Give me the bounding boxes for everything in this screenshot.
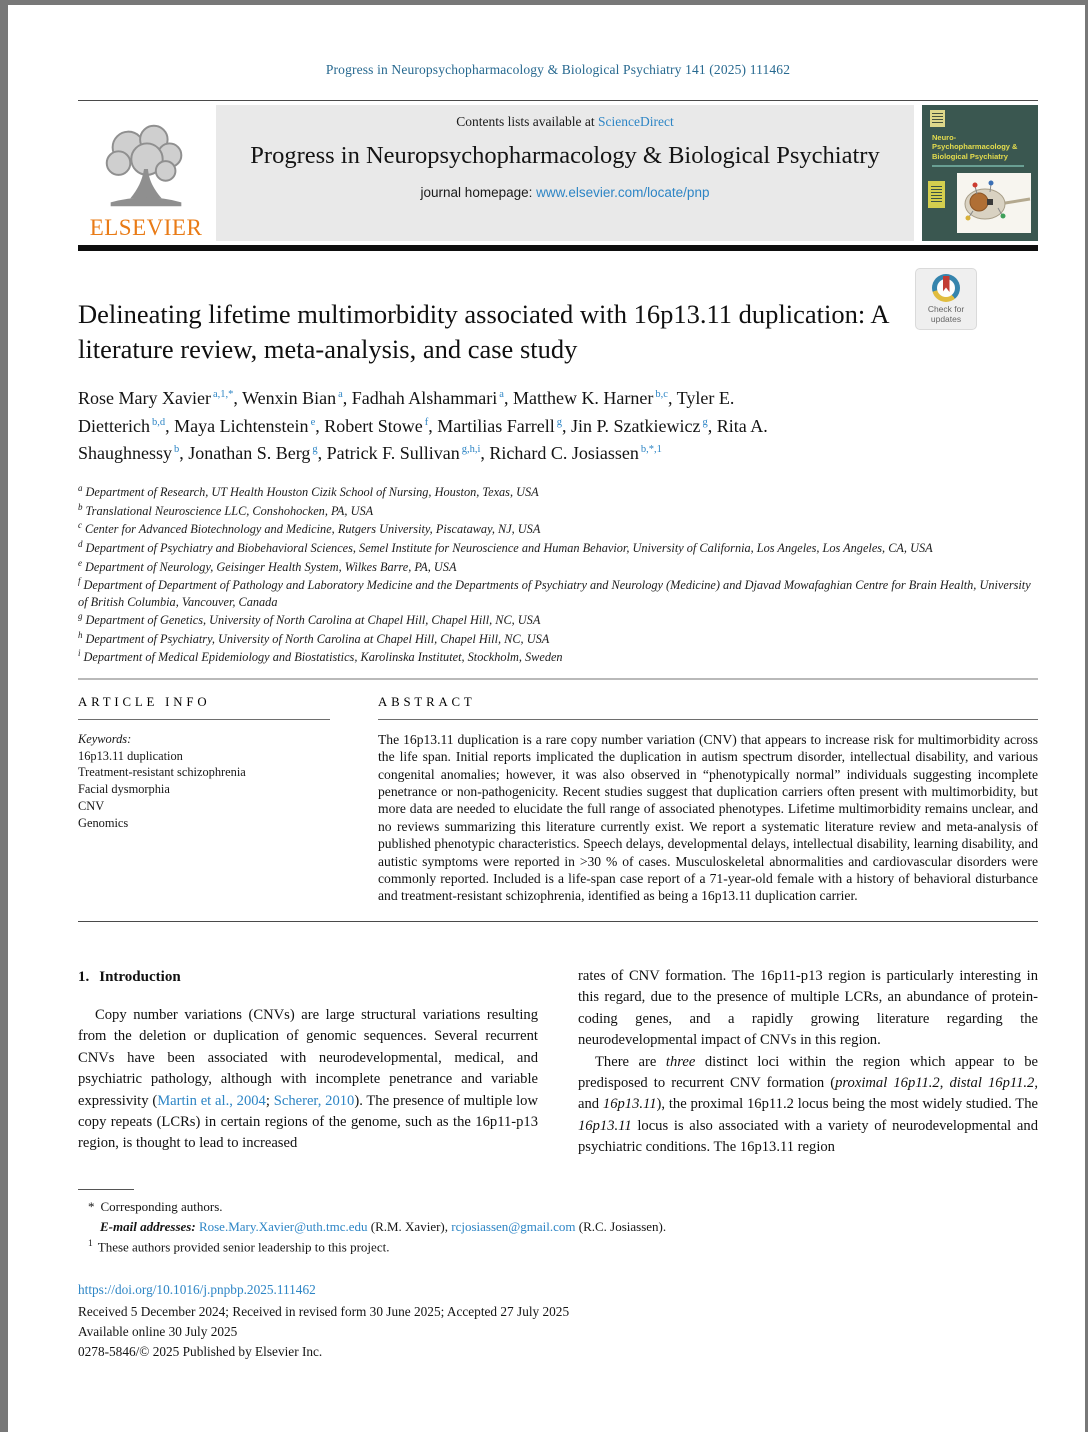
text-run: There are — [595, 1053, 666, 1070]
article-title: Delineating lifetime multimorbidity associated with 16p13.11 duplication: A literature review, meta-analysis, and case study — [78, 299, 889, 364]
author-affiliation-sup: a,1,* — [212, 388, 234, 400]
affiliation-text: Department of Psychiatry and Biobehavioral Sciences, Semel Institute for Neuroscience and Human Behavior, University of California, Los Angeles, Los Angeles, CA, USA — [85, 541, 933, 556]
intro-paragraph-2 — [578, 1052, 1038, 1159]
affiliation-sup: c — [78, 520, 82, 531]
text-run: , — [939, 1074, 950, 1091]
affiliation-line — [78, 519, 1038, 538]
elsevier-logo — [78, 105, 214, 241]
author-separator: , — [707, 415, 717, 436]
paper-page — [8, 5, 1085, 1432]
article-info-rule — [78, 719, 330, 720]
footnote-block — [78, 1189, 1038, 1258]
author-affiliation-sup: b,d — [151, 416, 166, 428]
affiliation-line — [78, 647, 1038, 666]
affiliation-sup: h — [78, 629, 83, 640]
sciencedirect-link[interactable]: ScienceDirect — [598, 114, 674, 129]
text-run: E-mail addresses: — [100, 1218, 199, 1234]
affiliation-line — [78, 610, 1038, 629]
author-name: Wenxin Bian — [242, 387, 337, 408]
author-name: Rita A. Shaughnessy — [78, 415, 768, 464]
text-run: 16p13.11 — [578, 1117, 632, 1134]
email-addresses-line — [78, 1217, 1038, 1237]
check-updates-label: Check for updates — [927, 304, 965, 324]
author-name: Martilias Farrell — [437, 415, 555, 436]
author-affiliation-sup: b,c — [655, 388, 668, 400]
section-number: 1. — [78, 968, 90, 985]
author-affiliation-sup: e — [310, 416, 316, 428]
affiliation-sup: g — [78, 611, 83, 622]
body-text-columns — [78, 966, 1038, 1159]
keywords-list — [78, 748, 330, 832]
affiliation-text: Department of Department of Pathology and Laboratory Medicine and the Departments of Psychiatry and Neurology (Medicine) and Djavad Mowafaghian Centre for Brain Health, University of British Columbia, Vancouver, Canada — [78, 578, 1031, 609]
text-run: ), the proximal 16p11.2 locus being the most widely studied. The — [656, 1096, 1038, 1113]
section-title: Introduction — [99, 968, 181, 985]
text-run: , and — [578, 1074, 1038, 1113]
keyword-item: 16p13.11 duplication — [78, 748, 183, 763]
citation-link-martin-2004[interactable]: Martin et al., 2004 — [157, 1092, 266, 1109]
affiliation-line — [78, 538, 1038, 557]
affiliation-text: Department of Research, UT Health Houston Cizik School of Nursing, Houston, Texas, USA — [85, 485, 539, 500]
author-name: Fadhah Alshammari — [351, 387, 498, 408]
author-name: Maya Lichtenstein — [174, 415, 309, 436]
abstract-text: The 16p13.11 duplication is a rare copy number variation (CNV) that appears to increase risk for multimorbidity across the life span. Initial reports implicated the duplication in autism spectrum disorder, intellectual disability, and various congenital anomalies; however, it was also observed in “phenotypically normal” individuals suggesting incomplete penetrance or non-pathogenicity. Recent studies suggest that duplication carriers often present with multimorbidity, but more data are needed to elucidate the full range of associated phenotypes. Lifetime multimorbidity remains unclear, and no reviews summarizing this literature currently exist. We report a systematic literature review and meta-analysis of published phenotypic characteristics. Speech delays, developmental delays, intellectual disability, learning disability, and autistic symptoms were reported in >30 % of cases. Musculoskeletal abnormalities and cardiovascular disorders were commonly reported. Included is a life-span case report of a 71-year-old female with a history of behavioral disturbance and treatment-resistant schizophrenia, identified as being a 16p13.11 duplication carrier. — [378, 731, 1038, 904]
body-column-left — [78, 966, 538, 1159]
keyword-item: Facial dysmorphia — [78, 782, 170, 797]
received-dates-line: Received 5 December 2024; Received in revised form 30 June 2025; Accepted 27 July 2025 — [78, 1303, 570, 1319]
affiliation-line — [78, 629, 1038, 648]
text-run: ; — [265, 1092, 274, 1109]
intro-paragraph-1-continued: rates of CNV formation. The 16p11-p13 region is particularly interesting in this regard, due to the presence of multiple LCRs, an abundance of protein-coding genes, and a rapidly growing literature regarding the neurodevelopmental impact of CNVs in this region. — [578, 967, 1038, 1049]
author-separator: , — [667, 387, 677, 408]
section-divider-rule — [78, 678, 1038, 680]
publication-info-block — [78, 1280, 1038, 1362]
affiliation-text: Department of Psychiatry, University of North Carolina at Chapel Hill, Chapel Hill, NC, USA — [85, 631, 550, 646]
cover-journal-title: Neuro-Psychopharmacology & Biological Psychiatry — [932, 133, 1018, 161]
body-column-right — [578, 966, 1038, 1159]
affiliation-list — [78, 482, 1038, 666]
abstract-bottom-rule — [78, 921, 1038, 922]
author-name: Rose Mary Xavier — [78, 387, 211, 408]
affiliation-text: Center for Advanced Biotechnology and Medicine, Rutgers University, Piscataway, NJ, USA — [85, 522, 541, 537]
elsevier-wordmark: ELSEVIER — [89, 215, 203, 240]
affiliation-sup: d — [78, 539, 83, 550]
affiliation-line — [78, 575, 1038, 610]
journal-banner — [216, 105, 914, 241]
article-info-heading: ARTICLE INFO — [78, 694, 211, 709]
author-affiliation-sup: b,*,1 — [640, 444, 662, 456]
info-abstract-row — [78, 695, 1038, 905]
email-link-josiassen[interactable]: rcjosiassen@gmail.com — [451, 1218, 576, 1234]
section-heading-introduction — [78, 966, 538, 988]
text-run: distal 16p11.2 — [949, 1074, 1035, 1091]
keyword-item: Genomics — [78, 815, 129, 830]
abstract-heading: ABSTRACT — [378, 694, 476, 709]
author-separator: , — [480, 443, 490, 464]
author-affiliation-sup: a — [338, 388, 343, 400]
affiliation-sup: a — [78, 483, 83, 494]
abstract-rule — [378, 719, 1038, 720]
text-run: locus is also associated with a variety of neurodevelopmental and psychiatric conditions. The 16p13.11 region — [578, 1117, 1038, 1156]
author-separator: , — [179, 443, 189, 464]
contents-line — [242, 114, 888, 130]
journal-title: Progress in Neuropsychopharmacology & Biological Psychiatry — [250, 142, 880, 169]
senior-leadership-note — [78, 1237, 1038, 1257]
affiliation-text: Translational Neuroscience LLC, Conshohocken, PA, USA — [85, 504, 374, 519]
email-link-xavier[interactable]: Rose.Mary.Xavier@uth.tmc.edu — [198, 1218, 368, 1234]
text-run: distinct loci within the region which appear to be predisposed to recurrent CNV formation ( — [578, 1053, 1038, 1091]
affiliation-line — [78, 501, 1038, 520]
author-name: Tyler E. Dietterich — [78, 387, 735, 436]
cover-illustration-box — [957, 173, 1031, 233]
affiliation-sup: e — [78, 557, 82, 568]
author-affiliation-sup: g,h,i — [461, 444, 481, 456]
footnote-star-text: Corresponding authors. — [100, 1198, 223, 1214]
affiliation-text: Department of Genetics, University of North Carolina at Chapel Hill, Chapel Hill, NC, USA — [85, 613, 541, 628]
text-run: ). The presence of multiple low copy repeats (LCRs) in certain regions of the genome, such as the 16p11-p13 region, is thought to lead to increased — [78, 1092, 538, 1152]
affiliation-sup: b — [78, 501, 83, 512]
author-separator: , — [342, 387, 352, 408]
author-separator: , — [233, 387, 243, 408]
affiliation-text: Department of Neurology, Geisinger Health System, Wilkes Barre, PA, USA — [85, 559, 457, 574]
author-separator: , — [165, 415, 175, 436]
cover-illustration-icon — [957, 173, 1031, 233]
keywords-label: Keywords: — [78, 731, 132, 746]
footnote-one-text: These authors provided senior leadership to this project. — [97, 1239, 390, 1255]
author-affiliation-sup: f — [424, 416, 429, 428]
header-top-rule — [78, 100, 1038, 101]
journal-header — [78, 105, 1038, 241]
header-bottom-bar — [78, 245, 1038, 251]
affiliation-line — [78, 557, 1038, 576]
cover-sciencedirect-badge — [928, 181, 945, 208]
text-run: (R.C. Josiassen). — [575, 1218, 667, 1234]
keyword-item: Treatment-resistant schizophrenia — [78, 765, 246, 780]
running-head-citation: Progress in Neuropsychopharmacology & Biological Psychiatry 141 (2025) 111462 — [325, 62, 791, 77]
contents-text: Contents lists available at — [456, 114, 598, 129]
footnote-rule — [78, 1189, 134, 1190]
text-run: (R.M. Xavier), — [367, 1218, 452, 1234]
author-separator: , — [317, 443, 327, 464]
author-separator: , — [561, 415, 571, 436]
author-name: Richard C. Josiassen — [489, 443, 639, 464]
author-name: Jonathan S. Berg — [188, 443, 311, 464]
cover-barcode-icon — [930, 110, 945, 127]
author-affiliation-sup: a — [499, 388, 504, 400]
author-affiliation-sup: g — [312, 444, 318, 456]
journal-cover-thumbnail — [922, 105, 1038, 241]
affiliation-sup: f — [78, 576, 81, 587]
author-name: Patrick F. Sullivan — [326, 443, 460, 464]
check-updates-icon — [932, 274, 960, 302]
author-affiliation-sup: g — [556, 416, 562, 428]
author-name: Robert Stowe — [324, 415, 423, 436]
intro-paragraph-1 — [78, 1005, 538, 1155]
article-info-column — [78, 695, 330, 905]
author-affiliation-sup: b — [174, 444, 180, 456]
issn-copyright-line: 0278-5846/© 2025 Published by Elsevier Inc. — [78, 1344, 323, 1360]
author-affiliation-sup: g — [702, 416, 708, 428]
corresponding-authors-note — [78, 1197, 1038, 1217]
text-run: proximal 16p11.2 — [835, 1074, 940, 1091]
cover-subtitle-line — [932, 165, 1024, 167]
footnote-star-marker: * — [88, 1198, 95, 1214]
author-list — [78, 385, 823, 469]
abstract-column — [378, 695, 1038, 905]
text-run: three — [665, 1053, 696, 1070]
affiliation-sup: i — [78, 648, 81, 659]
author-name: Jin P. Szatkiewicz — [570, 415, 701, 436]
author-name: Matthew K. Harner — [512, 387, 654, 408]
text-run: 16p13.11 — [602, 1096, 657, 1113]
journal-homepage-link[interactable]: www.elsevier.com/locate/pnp — [536, 184, 710, 200]
keyword-item: CNV — [78, 798, 105, 813]
affiliation-line — [78, 482, 1038, 501]
elsevier-tree-icon — [93, 119, 199, 215]
affiliation-text: Department of Medical Epidemiology and Biostatistics, Karolinska Institutet, Stockholm, Sweden — [83, 650, 563, 665]
homepage-line — [242, 185, 888, 200]
doi-link[interactable]: https://doi.org/10.1016/j.pnpbp.2025.111462 — [78, 1282, 316, 1298]
available-online-line: Available online 30 July 2025 — [78, 1323, 238, 1339]
author-separator: , — [428, 415, 438, 436]
author-separator: , — [503, 387, 513, 408]
footnote-one-marker: 1 — [88, 1239, 93, 1250]
check-for-updates-badge[interactable] — [915, 268, 977, 330]
author-separator: , — [315, 415, 325, 436]
homepage-label: journal homepage: — [420, 184, 537, 200]
citation-link-scherer-2010[interactable]: Scherer, 2010 — [273, 1092, 355, 1109]
text-run: Copy number variations (CNVs) are large structural variations resulting from the deletion or duplication of genomic sequences. Several recurrent CNVs have been associated with neurodevelopmental, medical, and psychiatric pathology, although with incomplete penetrance and variable expressivity ( — [78, 1006, 538, 1109]
